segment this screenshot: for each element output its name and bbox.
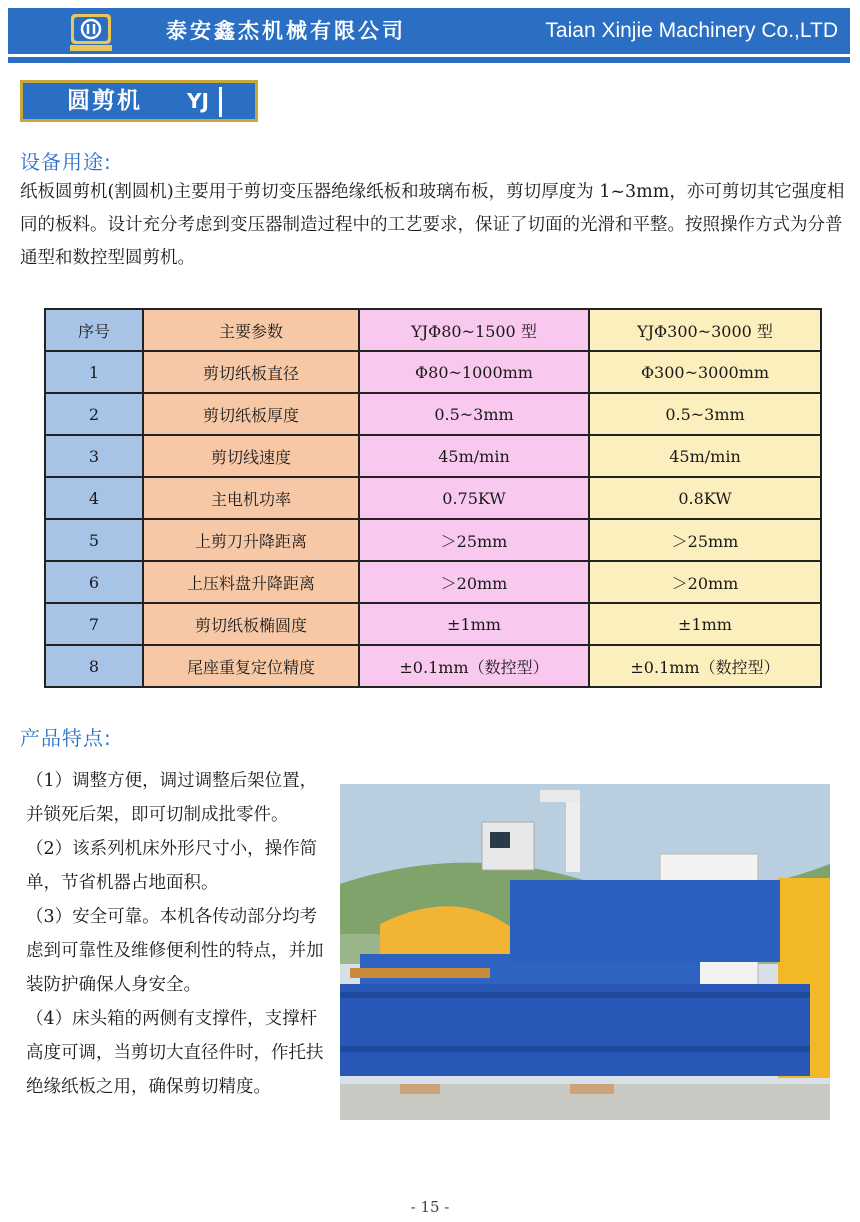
row-model-2-value: Φ300~3000mm [589,351,821,393]
product-model: YJ [187,89,209,113]
page-number: - 15 - [410,1198,450,1216]
product-title: 圆剪机 [67,88,142,114]
row-model-2-value: ±0.1mm（数控型） [589,645,821,687]
table-row [45,477,821,519]
header-index: 序号 [45,309,143,351]
row-model-2-value: 45m/min [589,435,821,477]
row-model-1-value: Φ80~1000mm [359,351,589,393]
title-accent-bar [219,87,222,117]
row-index: 4 [45,477,143,519]
table-row [45,645,821,687]
header-model-2: YJΦ300~3000 型 [589,309,821,351]
usage-description: 纸板圆剪机(割圆机)主要用于剪切变压器绝缘纸板和玻璃布板，剪切厚度为 1~3mm，亦可剪切其它强度相同的板料。设计充分考虑到变压器制造过程中的工艺要求，保证了切面的光滑和平整。按照操作方式为分普通型和数控型圆剪机。 [20,182,845,268]
header-model-1: YJΦ80~1500 型 [359,309,589,351]
row-param: 剪切纸板椭圆度 [143,603,359,645]
spec-table-header [45,309,821,351]
table-row [45,519,821,561]
machine-photo-icon [340,784,830,1120]
row-index: 6 [45,561,143,603]
row-param: 剪切纸板直径 [143,351,359,393]
features-list [26,764,332,1104]
row-model-1-value: ±0.1mm（数控型） [359,645,589,687]
table-row [45,603,821,645]
table-row [45,393,821,435]
company-logo-icon [68,12,114,52]
row-index: 8 [45,645,143,687]
row-model-2-value: ＞20mm [589,561,821,603]
product-title-box [20,80,258,122]
machine-photo [340,784,830,1120]
table-row [45,561,821,603]
row-model-1-value: 0.5~3mm [359,393,589,435]
row-index: 1 [45,351,143,393]
spec-table [44,308,822,688]
row-model-2-value: ±1mm [589,603,821,645]
row-param: 剪切线速度 [143,435,359,477]
header-divider [8,57,850,63]
features-section-title: 产品特点: [20,726,112,750]
row-model-1-value: ＞20mm [359,561,589,603]
row-model-2-value: ＞25mm [589,519,821,561]
feature-item: （3）安全可靠。本机各传动部分均考虑到可靠性及维修便利性的特点，并加装防护确保人身安全。 [26,907,324,995]
feature-item: （2）该系列机床外形尺寸小，操作简单，节省机器占地面积。 [26,839,318,893]
row-index: 2 [45,393,143,435]
header-bar [8,8,850,54]
feature-item: （4）床头箱的两侧有支撑件，支撑杆高度可调，当剪切大直径件时，作托扶绝缘纸板之用，确保剪切精度。 [26,1009,324,1097]
table-row [45,351,821,393]
row-index: 5 [45,519,143,561]
row-model-1-value: ＞25mm [359,519,589,561]
row-model-2-value: 0.5~3mm [589,393,821,435]
company-name-cn: 泰安鑫杰机械有限公司 [166,19,406,43]
row-param: 上压料盘升降距离 [143,561,359,603]
table-row [45,435,821,477]
row-model-1-value: 0.75KW [359,477,589,519]
feature-item: （1）调整方便，调过调整后架位置，并锁死后架，即可切制成批零件。 [26,771,318,825]
header-param: 主要参数 [143,309,359,351]
row-model-2-value: 0.8KW [589,477,821,519]
usage-section-title: 设备用途: [20,150,112,174]
row-index: 7 [45,603,143,645]
row-param: 剪切纸板厚度 [143,393,359,435]
row-param: 尾座重复定位精度 [143,645,359,687]
row-param: 主电机功率 [143,477,359,519]
row-model-1-value: ±1mm [359,603,589,645]
row-index: 3 [45,435,143,477]
row-param: 上剪刀升降距离 [143,519,359,561]
company-name-en: Taian Xinjie Machinery Co.,LTD [545,19,838,42]
row-model-1-value: 45m/min [359,435,589,477]
